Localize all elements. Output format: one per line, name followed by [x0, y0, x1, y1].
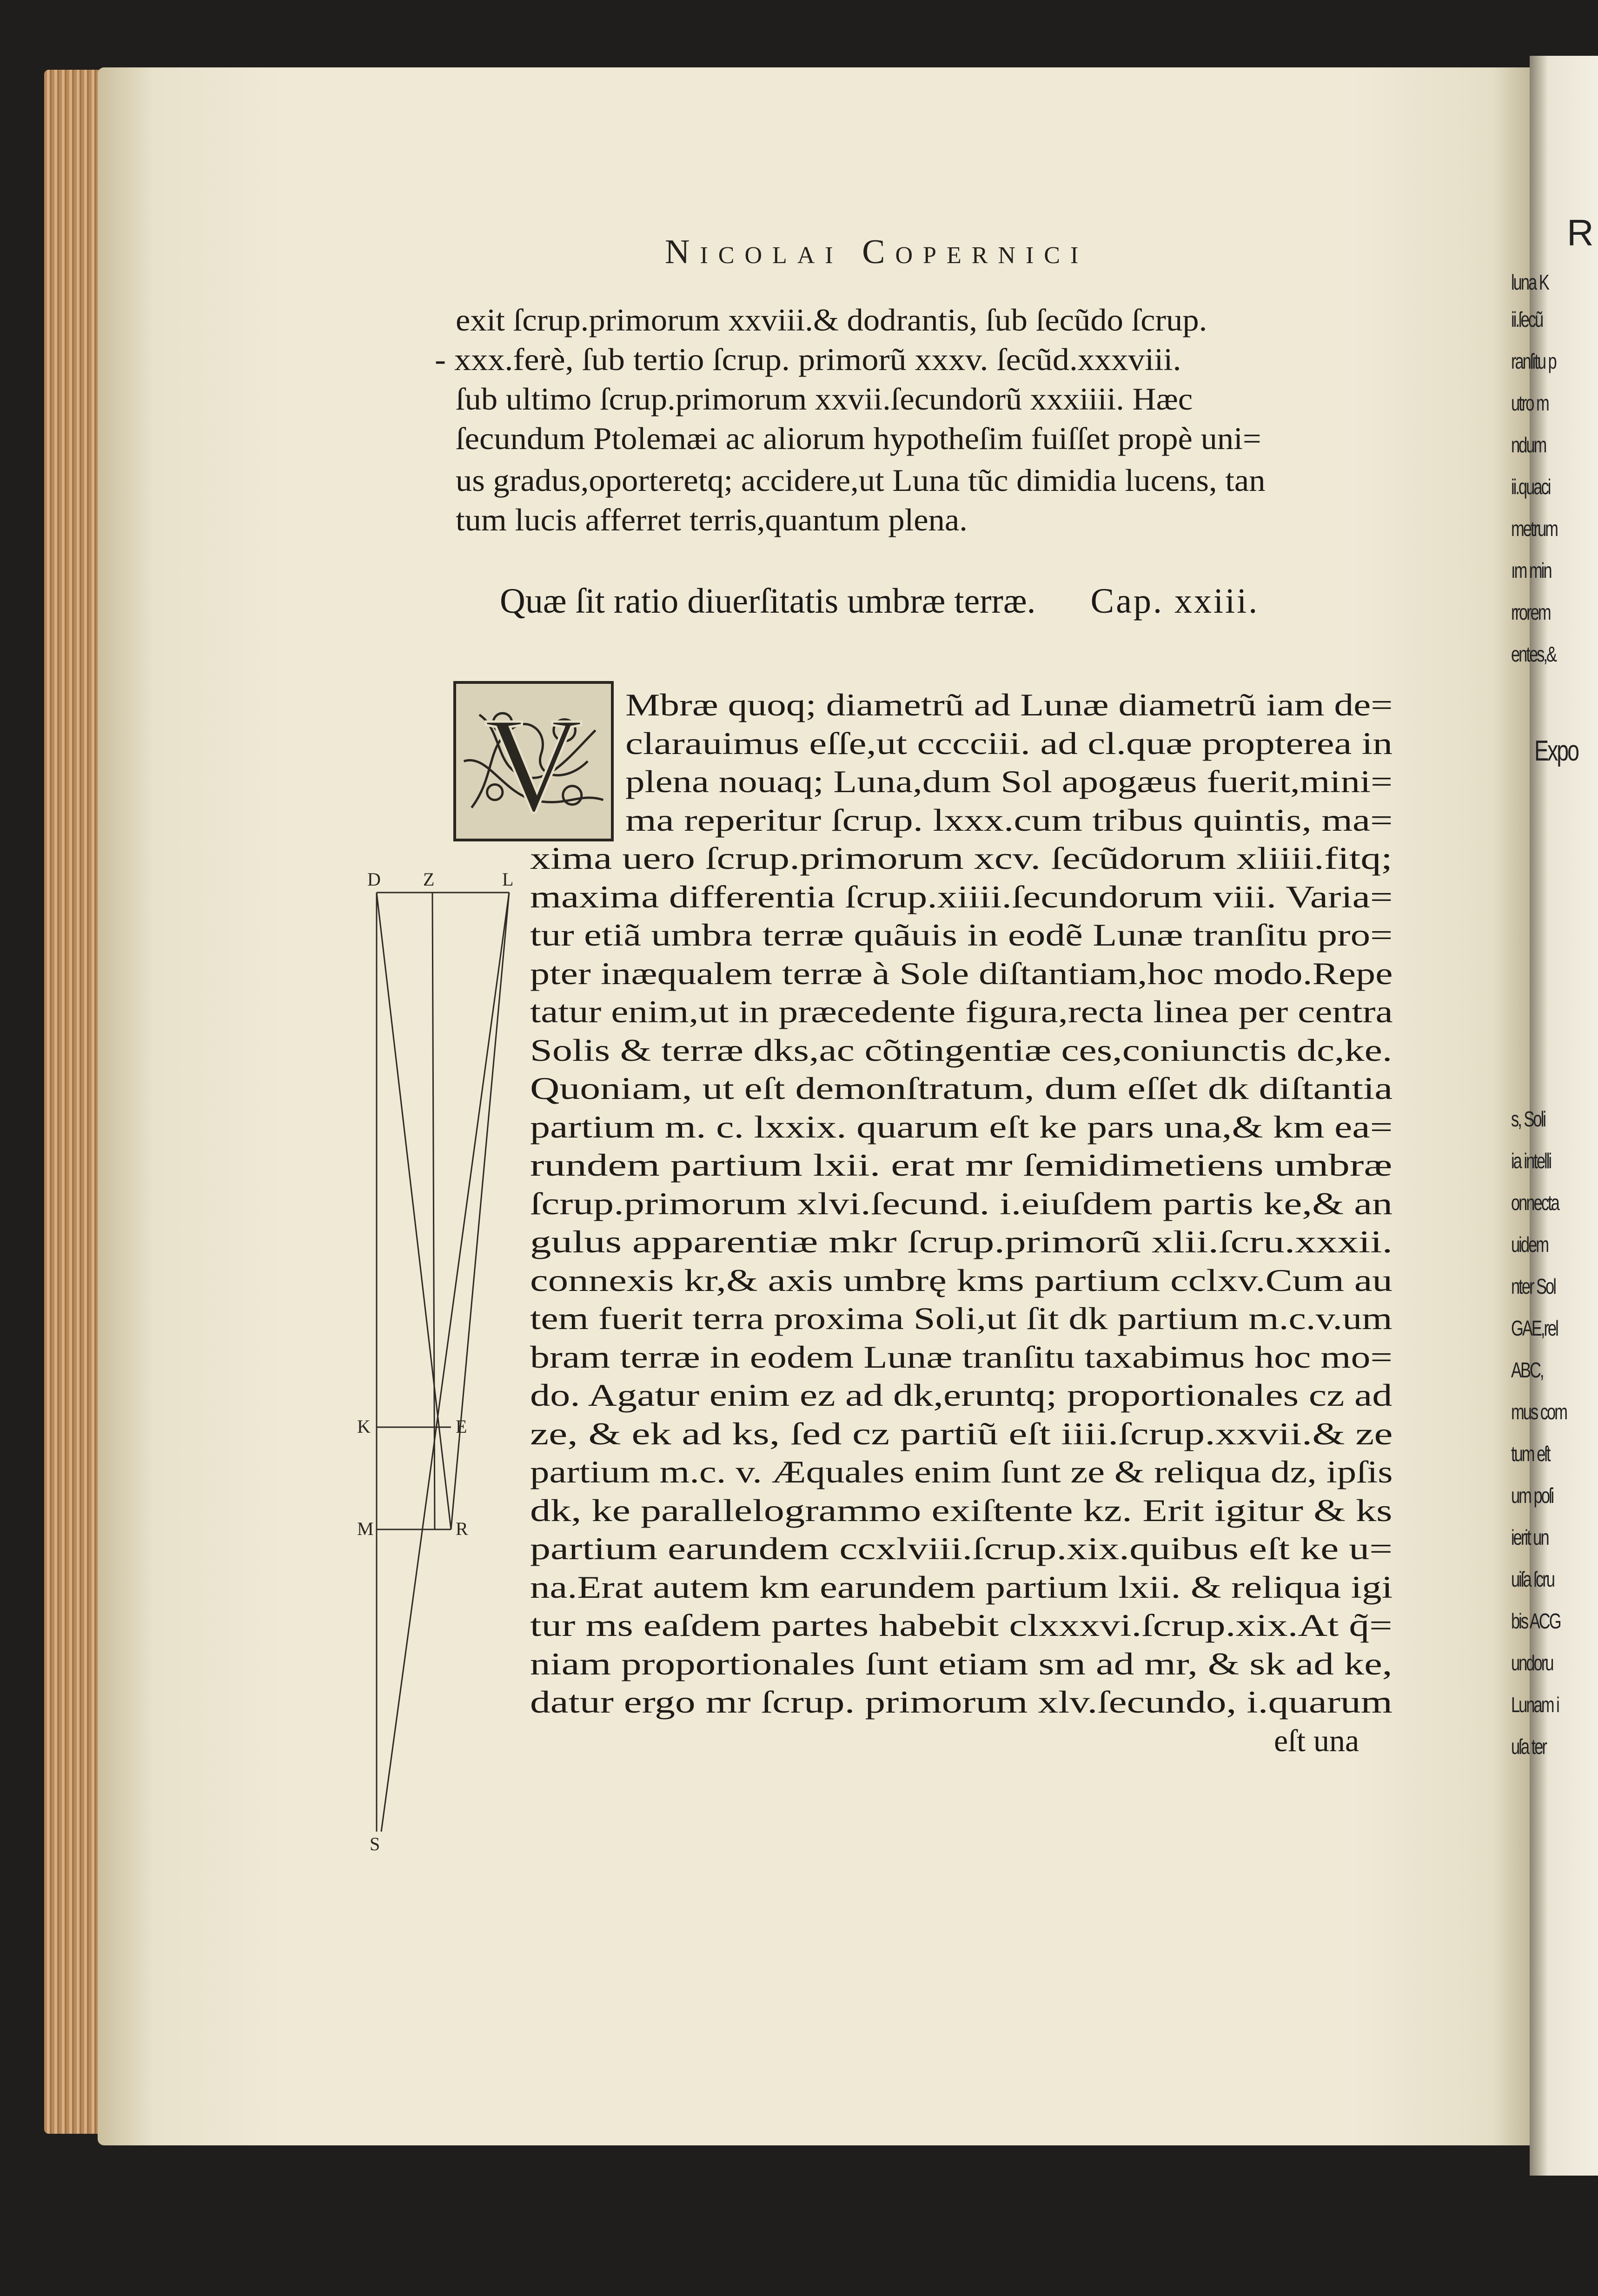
body-text-line: pter inæqualem terræ à Sole diſtantiam,hoc modo.Repe — [530, 955, 1393, 991]
chapter-number: Cap. xxiii. — [1090, 582, 1260, 621]
top-text-line: us gradus,oporteretq; accidere,ut Luna tũc dimidia lucens, tan — [456, 463, 1266, 498]
chapter-heading — [500, 581, 1360, 632]
decorated-initial — [453, 681, 614, 841]
facing-page-fragment: uidem — [1511, 1232, 1548, 1257]
body-text-line: ze, & ek ad ks, ſed cz partiũ eſt iiii.ſcrup.xxvii.& ze — [530, 1416, 1393, 1451]
body-text-line: ma reperitur ſcrup. lxxx.cum tribus quintis, ma= — [625, 802, 1393, 838]
body-text-line: tem fuerit terra proxima Soli,ut ſit dk partium m.c.v.um — [530, 1301, 1392, 1336]
body-text-line: clarauimus eſſe,ut cccciii. ad cl.quæ propterea in — [625, 725, 1393, 761]
facing-page-fragment: onnecta — [1511, 1191, 1558, 1215]
body-text-line: bram terræ in eodem Lunæ tranſitu taxabimus hoc mo= — [530, 1339, 1392, 1375]
facing-page-fragment: luna K — [1511, 270, 1548, 294]
facing-page-fragment: GAE,rel — [1511, 1316, 1558, 1340]
body-text-line: rundem partium lxii. erat mr ſemidimetiens umbræ — [530, 1147, 1392, 1183]
facing-page-fragment: nter Sol — [1511, 1274, 1555, 1298]
facing-page-fragment: rrorem — [1511, 600, 1550, 624]
facing-page-fragment: bis ACG — [1511, 1609, 1560, 1633]
facing-page-fragment: entes,& — [1511, 642, 1556, 666]
facing-page-fragment: ia intelli — [1511, 1149, 1551, 1173]
label-s: S — [370, 1833, 380, 1854]
top-text-line: ſub ultimo ſcrup.primorum xxvii.ſecundorũ xxxiiii. Hæc — [456, 381, 1193, 417]
body-text-line: Mbræ quoq; diametrũ ad Lunæ diametrũ iam de= — [625, 687, 1393, 722]
chapter-title: Quæ ſit ratio diuerſitatis umbræ terræ. — [500, 582, 1036, 621]
body-text-line: na.Erat autem km earundem partium lxii. & reliqua igi — [530, 1569, 1393, 1605]
facing-page-fragment: ndum — [1511, 433, 1546, 457]
facing-page-fragment: ierit un — [1511, 1525, 1548, 1549]
facing-page-fragment: undoru — [1511, 1651, 1553, 1675]
svg-text:V: V — [484, 690, 583, 839]
top-text-line: - xxx.ferè, ſub tertio ſcrup. primorũ xxxv. ſecũd.xxxviii. — [435, 342, 1181, 377]
label-d: D — [367, 869, 381, 890]
facing-page-fragment: uiſa ſcru — [1511, 1567, 1554, 1591]
facing-page-fragment: tum eſt — [1511, 1442, 1550, 1466]
label-e: E — [456, 1416, 467, 1437]
facing-page-fragment: uſa ter — [1511, 1734, 1546, 1759]
umbra-diagram — [344, 865, 539, 1859]
top-text-line: ſecundum Ptolemæi ac aliorum hypotheſim fuiſſet propè uni= — [456, 421, 1261, 456]
body-text-line: gulus apparentiæ mkr ſcrup.primorũ xlii.ſcru.xxxii. — [530, 1224, 1393, 1259]
facing-page-fragment: ım min — [1511, 558, 1551, 582]
body-text-line: partium earundem ccxlviii.ſcrup.xix.quibus eſt ke u= — [530, 1531, 1392, 1566]
facing-page-fragment: R — [1567, 212, 1592, 253]
body-text-line: Solis & terræ dks,ac cõtingentiæ ces,coniunctis dc,ke. — [530, 1032, 1392, 1068]
body-text-line: partium m.c. v. Æquales enim ſunt ze & reliqua dz, ipſis — [530, 1454, 1393, 1489]
facing-page-fragment: Expo — [1534, 735, 1578, 767]
facing-page-fragment: Lunam i — [1511, 1693, 1558, 1717]
label-l: L — [502, 869, 514, 890]
body-text-line: eſt una — [1274, 1722, 1359, 1758]
facing-page-fragment: metrum — [1511, 516, 1557, 541]
body-text-line: do. Agatur enim ez ad dk,eruntq; proportionales cz ad — [530, 1377, 1392, 1413]
facing-page-fragment: s, Soli — [1511, 1107, 1545, 1131]
body-text-line: niam proportionales ſunt etiam sm ad mr, & sk ad ke, — [530, 1646, 1392, 1681]
body-text-line: Quoniam, ut eſt demonſtratum, dum eſſet dk diſtantia — [530, 1071, 1393, 1106]
facing-page-fragment: mus com — [1511, 1400, 1566, 1424]
body-text-line: connexis kr,& axis umbrę kms partium cclxv.Cum au — [530, 1262, 1392, 1298]
running-header: Nicolai Copernici — [665, 233, 1089, 271]
facing-page-fragment: ranſitu p — [1511, 349, 1556, 373]
label-r: R — [456, 1518, 468, 1539]
top-text-line: tum lucis afferret terris,quantum plena. — [456, 502, 968, 537]
body-text-line: tur etiã umbra terræ quãuis in eodẽ Lunæ tranſitu pro= — [530, 917, 1393, 953]
body-text-line: maxima differentia ſcrup.xiiii.ſecundorum viii. Varia= — [530, 879, 1393, 914]
body-text-line: plena nouaq; Luna,dum Sol apogæus fuerit,mini= — [625, 764, 1392, 799]
body-text-line: datur ergo mr ſcrup. primorum xlv.ſecundo, i.quarum — [530, 1684, 1392, 1720]
top-text-line: exit ſcrup.primorum xxviii.& dodrantis, ſub ſecũdo ſcrup. — [456, 302, 1207, 337]
body-text-line: partium m. c. lxxix. quarum eſt ke pars una,& km ea= — [530, 1109, 1393, 1145]
body-text-line: dk, ke parallelogrammo exiſtente kz. Erit igitur & ks — [530, 1492, 1392, 1528]
body-text-line: ſcrup.primorum xlvi.ſecund. i.eiuſdem partis ke,& an — [530, 1185, 1392, 1221]
facing-page-fragment: utro m — [1511, 391, 1548, 415]
label-z: Z — [423, 869, 435, 890]
ornament-letter-icon — [456, 684, 611, 839]
body-text-line: tur ms eaſdem partes habebit clxxxvi.ſcrup.xix.At q̃= — [530, 1608, 1392, 1643]
body-text-line: xima uero ſcrup.primorum xcv. ſecũdorum xliiii.fitq; — [530, 840, 1392, 876]
facing-page-fragment: ii.ſecũ — [1511, 307, 1543, 331]
facing-page-fragment: ii.quaci — [1511, 475, 1550, 499]
facing-page-fragment: ABC, — [1511, 1358, 1543, 1382]
facing-page-fragment: um poſi — [1511, 1483, 1553, 1508]
label-k: K — [357, 1416, 371, 1437]
label-m: M — [357, 1518, 374, 1539]
body-text-line: tatur enim,ut in præcedente figura,recta linea per centra — [530, 994, 1393, 1029]
